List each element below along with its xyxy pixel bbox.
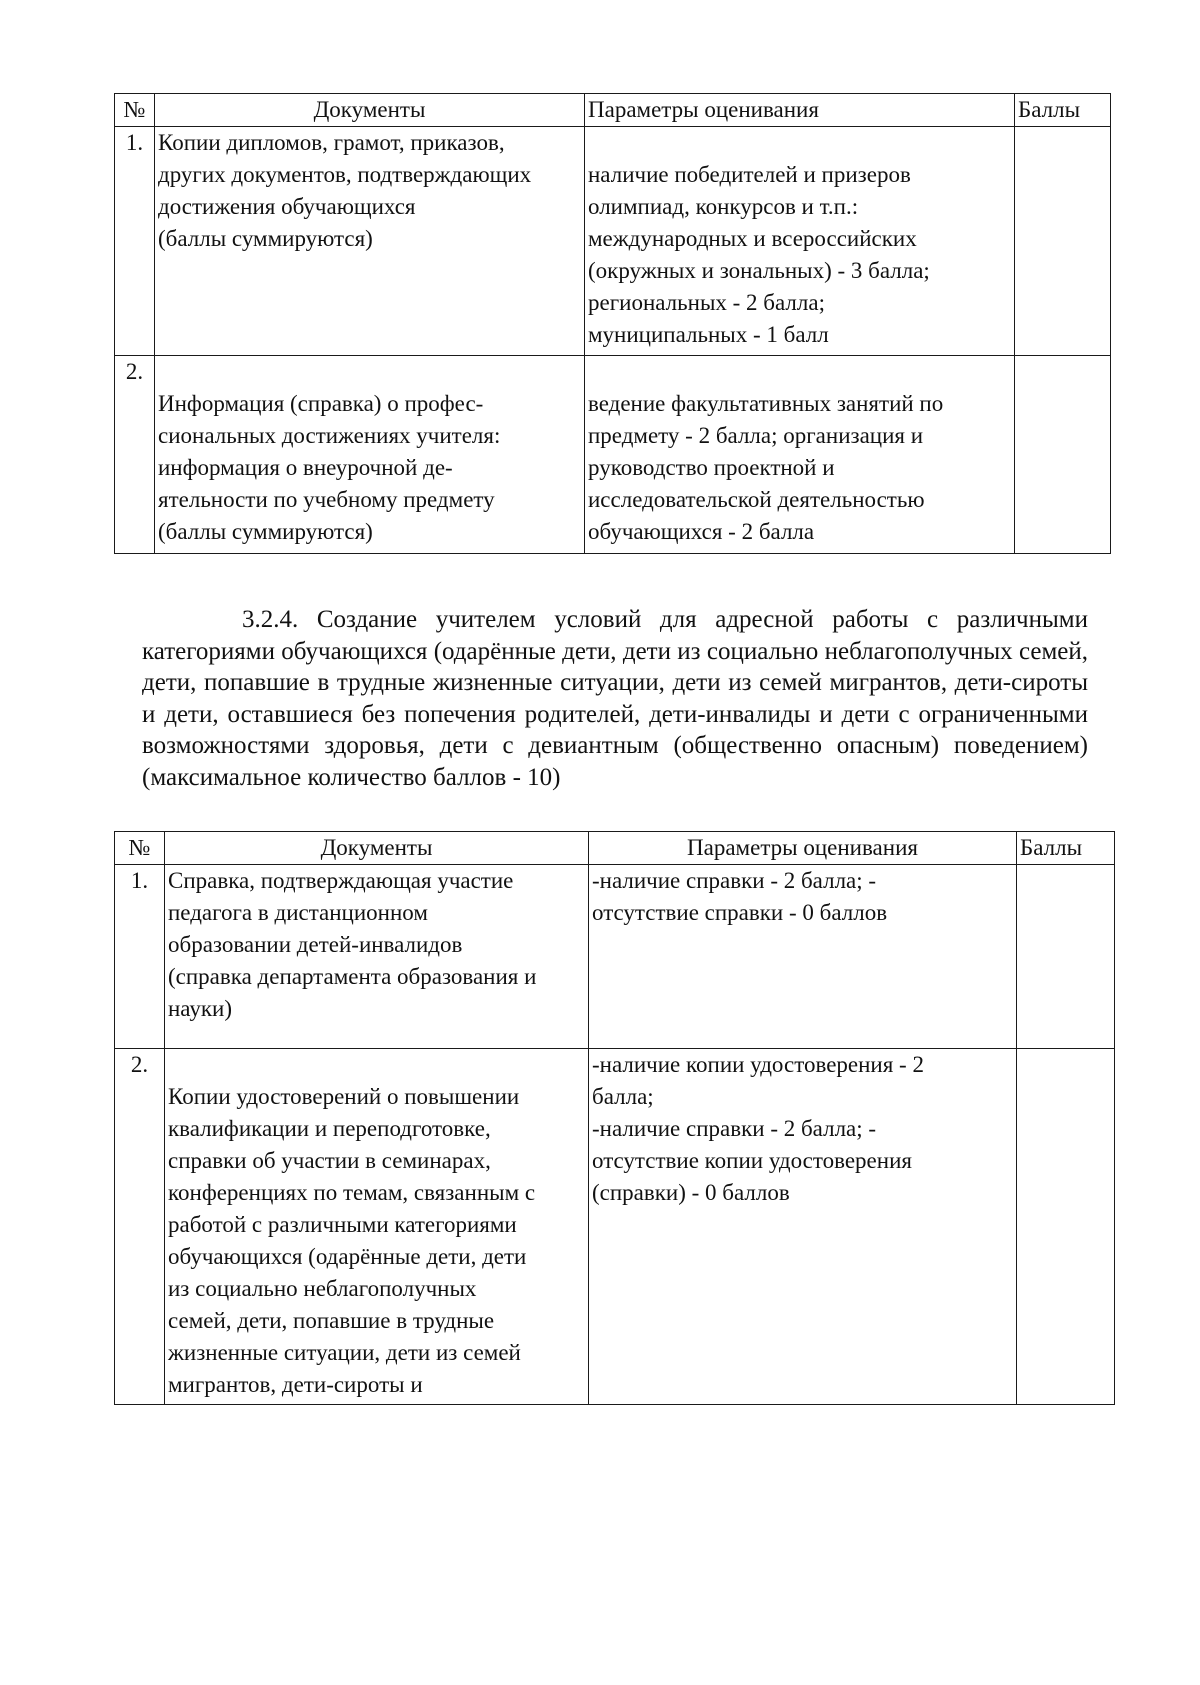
table-header-row — [115, 94, 1111, 127]
header-num: № — [115, 94, 155, 127]
row-documents: Копии удостоверений о повышении квалификации и переподготовке, справки об участии в семинарах, конференциях по темам, связанным с работой с различными категориями обучающихся (одарённые дети, дети из социально неблагополучных семей, дети, попавшие в трудные жизненные ситуации, дети из семей мигрантов, дети-сироты и — [165, 1049, 589, 1405]
table-row — [115, 356, 1111, 554]
row-points — [1015, 127, 1111, 356]
row-num: 2. — [115, 356, 155, 554]
row-points — [1015, 356, 1111, 554]
criteria-table-2 — [114, 831, 1115, 1405]
row-params: -наличие справки - 2 балла; - отсутствие справки - 0 баллов — [589, 865, 1017, 1049]
header-params: Параметры оценивания — [585, 94, 1015, 127]
row-points — [1017, 1049, 1115, 1405]
table-header-row — [115, 832, 1115, 865]
section-number: 3.2.4. — [242, 606, 299, 633]
row-num: 1. — [115, 865, 165, 1049]
table-row — [115, 127, 1111, 356]
row-params: наличие победителей и призеров олимпиад, конкурсов и т.п.: международных и всероссийских (окружных и зональных) - 3 балла; региональных - 2 балла; муниципальных - 1 балл — [585, 127, 1015, 356]
criteria-table-1 — [114, 93, 1111, 554]
row-params: ведение факультативных занятий по предмету - 2 балла; организация и руководство проектной и исследовательской деятельностью обучающихся - 2 балла — [585, 356, 1015, 554]
section-paragraph — [142, 604, 1088, 793]
header-points: Баллы — [1015, 94, 1111, 127]
row-num: 2. — [115, 1049, 165, 1405]
table-row — [115, 865, 1115, 1049]
header-documents: Документы — [165, 832, 589, 865]
header-params: Параметры оценивания — [589, 832, 1017, 865]
row-num: 1. — [115, 127, 155, 356]
section-text: Создание учителем условий для адресной работы с различными категориями обучающихся (одарённые дети, дети из социально неблагополучных семей, дети, попавшие в трудные жизненные ситуации, дети из семей мигрантов, дети-сироты и дети, оставшиеся без попечения родителей, дети-инвалиды и дети с ограниченными возможностями здоровья, дети с девиантным (общественно опасным) поведением) (максимальное количество баллов - 10) — [142, 606, 1089, 791]
row-documents: Копии дипломов, грамот, приказов, других документов, подтверждающих достижения обучающихся (баллы суммируются) — [155, 127, 585, 356]
row-documents: Справка, подтверждающая участие педагога в дистанционном образовании детей-инвалидов (справка департамента образования и науки) — [165, 865, 589, 1049]
header-num: № — [115, 832, 165, 865]
row-points — [1017, 865, 1115, 1049]
row-documents: Информация (справка) о профес- сиональных достижениях учителя: информация о внеурочной де- ятельности по учебному предмету (баллы суммируются) — [155, 356, 585, 554]
row-params: -наличие копии удостоверения - 2 балла; -наличие справки - 2 балла; - отсутствие копии удостоверения (справки) - 0 баллов — [589, 1049, 1017, 1405]
header-documents: Документы — [155, 94, 585, 127]
table-row — [115, 1049, 1115, 1405]
header-points: Баллы — [1017, 832, 1115, 865]
